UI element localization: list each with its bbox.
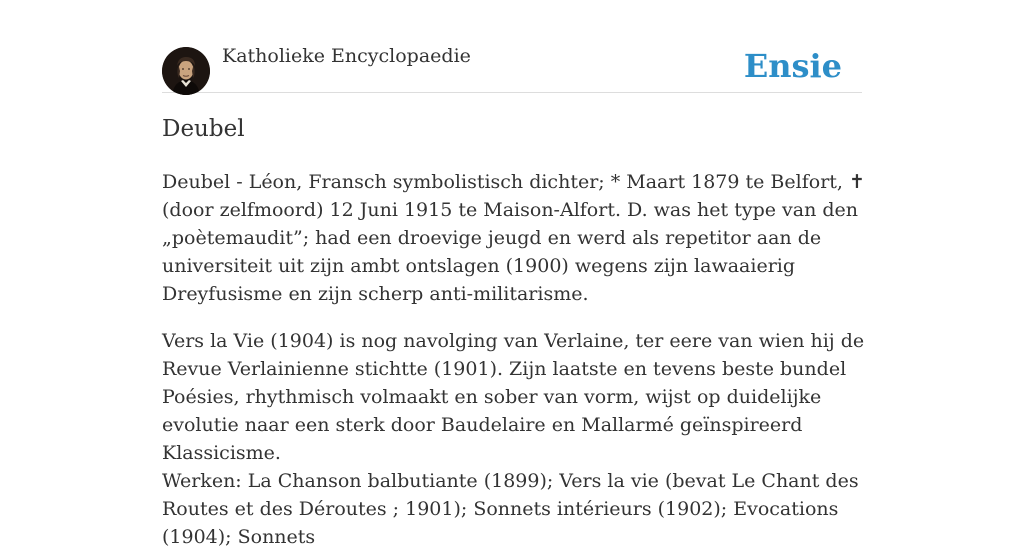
portrait-icon — [162, 47, 210, 95]
article-title: Deubel — [162, 116, 245, 142]
brand-logo[interactable]: Ensie — [743, 47, 842, 85]
page-container — [162, 0, 865, 548]
article-paragraph: Werken: La Chanson balbutiante (1899); Vers la vie (bevat Le Chant des Routes et des Déroutes ; 1901); Sonnets intérieurs (1902); Evocations (1904); Sonnets — [162, 470, 859, 548]
source-avatar[interactable] — [162, 47, 210, 95]
article-paragraph: Deubel - Léon, Fransch symbolistisch dichter; * Maart 1879 te Belfort, ✝ (door zelfmoord) 12 Juni 1915 te Maison-Alfort. D. was het type van den „poètemaudit”; had een droevige jeugd en werd als repetitor aan de universiteit uit zijn ambt ontslagen (1900) wegens zijn lawaaierig Dreyfusisme en zijn scherp anti-militarisme. — [162, 171, 865, 305]
header — [162, 0, 862, 93]
source-title[interactable]: Katholieke Encyclopaedie — [222, 45, 471, 67]
article-paragraph: Vers la Vie (1904) is nog navolging van Verlaine, ter eere van wien hij de Revue Verlainienne stichtte (1901). Zijn laatste en tevens beste bundel Poésies, rhythmisch volmaakt en sober van vorm, wijst op duidelijke evolutie naar een sterk door Baudelaire en Mallarmé geïnspireerd Klassicisme. — [162, 330, 865, 464]
